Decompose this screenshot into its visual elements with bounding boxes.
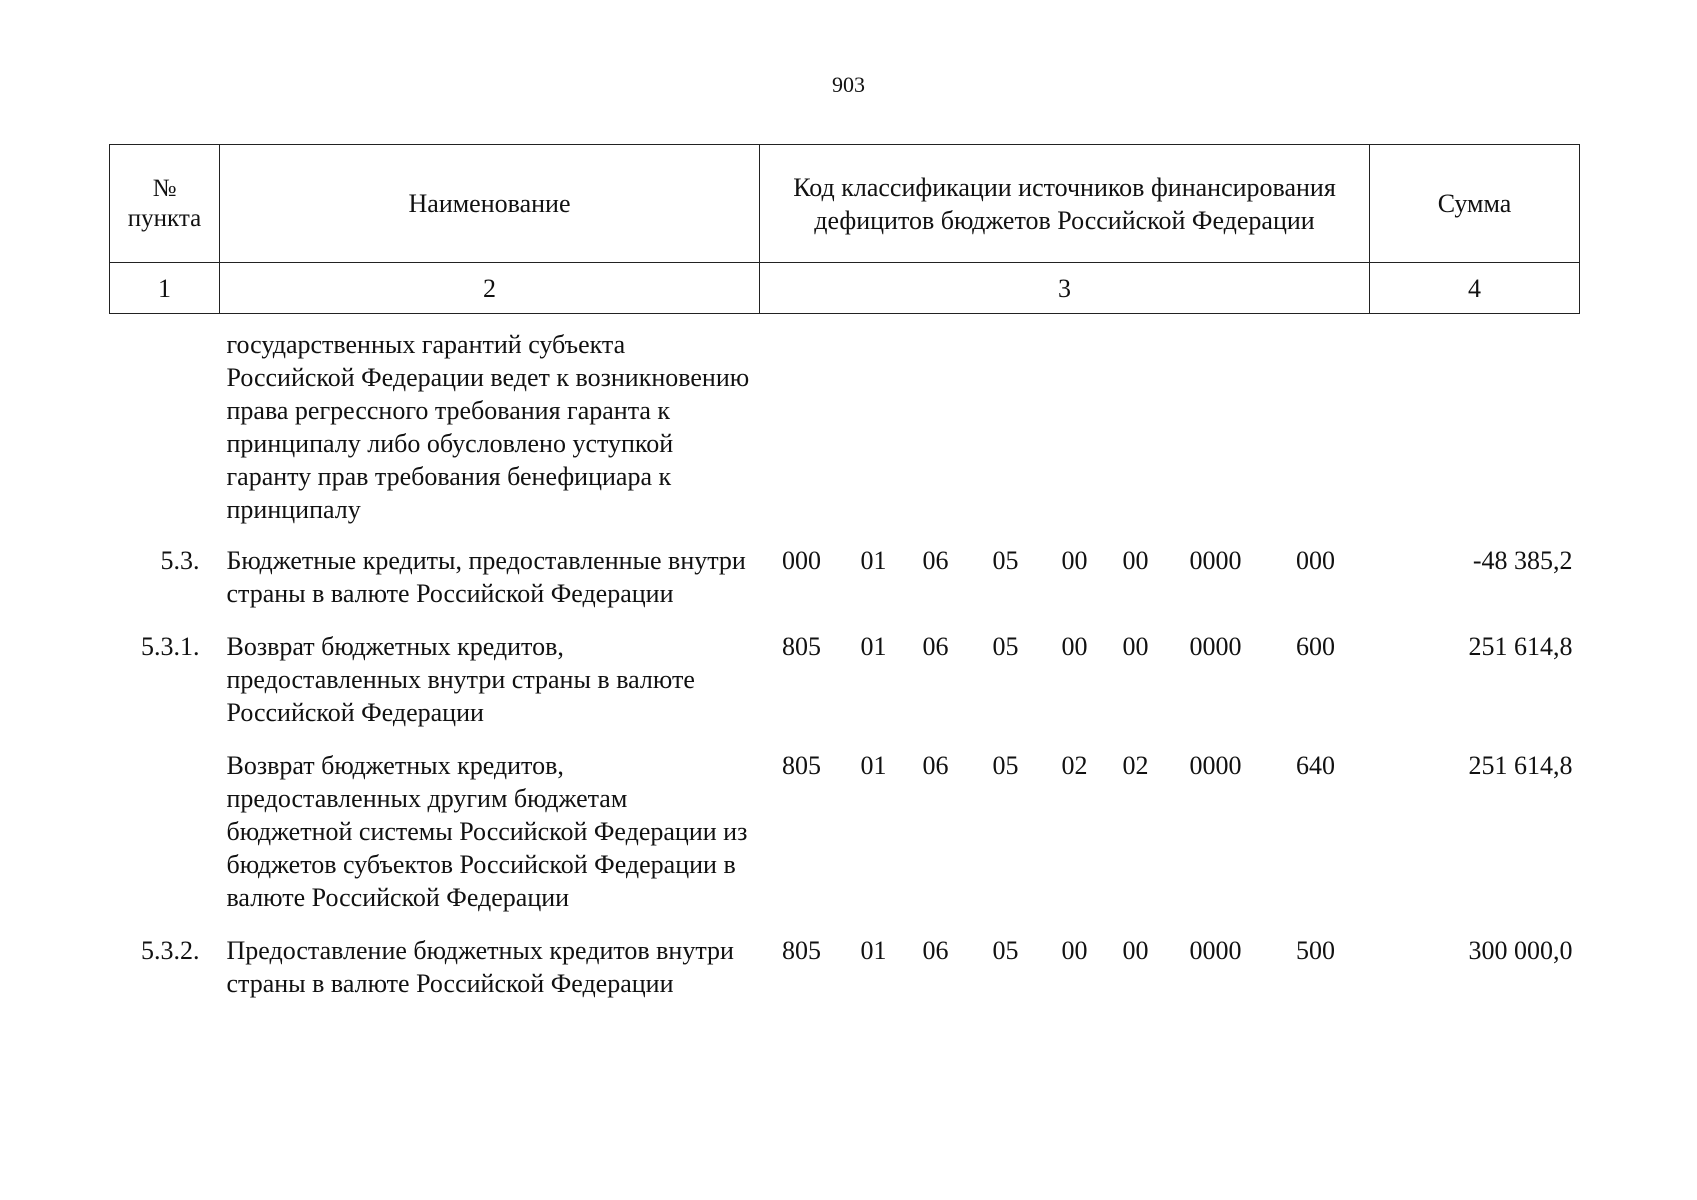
row-name: Возврат бюджетных кредитов, предоставленных внутри страны в валюте Российской Федерации: [226, 632, 695, 727]
code-kosgu: 640: [1296, 751, 1335, 780]
row-code: [760, 934, 1370, 1020]
code-subgroup: 06: [922, 936, 949, 965]
code-subarticle: 00: [1061, 632, 1088, 661]
table-row: [110, 314, 1580, 545]
code-element: 00: [1122, 936, 1149, 965]
row-number: 5.3.: [160, 546, 200, 575]
code-admin: 805: [782, 632, 821, 661]
code-group: 01: [860, 546, 887, 575]
header-row: [110, 145, 1580, 263]
code-program: 0000: [1189, 936, 1242, 965]
code-subarticle: 00: [1061, 546, 1088, 575]
row-sum: 251 614,8: [1468, 751, 1573, 780]
table-row: [110, 749, 1580, 934]
code-subgroup: 06: [922, 546, 949, 575]
row-code: [760, 749, 1370, 934]
row-name: государственных гарантий субъекта Российской Федерации ведет к возникновению права регрессного требования гаранта к принципалу либо обусловлено уступкой гаранту прав требования бенефициара к принципалу: [226, 330, 750, 524]
budget-table-container: [109, 144, 1579, 1020]
table-row: [110, 934, 1580, 1020]
code-group: 01: [860, 632, 887, 661]
code-element: 00: [1122, 632, 1149, 661]
budget-sources-table: [109, 144, 1580, 1020]
header-name: Наименование: [220, 145, 760, 263]
code-element: 00: [1122, 546, 1149, 575]
code-admin: 000: [782, 546, 821, 575]
code-admin: 805: [782, 751, 821, 780]
code-program: 0000: [1189, 632, 1242, 661]
code-kosgu: 000: [1296, 546, 1335, 575]
row-name: Предоставление бюджетных кредитов внутри страны в валюте Российской Федерации: [226, 936, 734, 998]
code-subarticle: 02: [1061, 751, 1088, 780]
row-number: 5.3.2.: [141, 936, 200, 965]
table-body: [110, 314, 1580, 1021]
header-classification-code: Код классификации источников финансирования дефицитов бюджетов Российской Федерации: [760, 145, 1370, 263]
code-article: 05: [992, 936, 1019, 965]
code-kosgu: 500: [1296, 936, 1335, 965]
row-code: [760, 314, 1370, 545]
row-sum: -48 385,2: [1472, 546, 1573, 575]
code-article: 05: [992, 546, 1019, 575]
column-number-4: 4: [1370, 263, 1580, 314]
row-number: 5.3.1.: [141, 632, 200, 661]
code-article: 05: [992, 632, 1019, 661]
row-number: [110, 749, 220, 934]
column-number-1: 1: [110, 263, 220, 314]
code-element: 02: [1122, 751, 1149, 780]
row-sum: [1370, 314, 1580, 545]
row-code: [760, 630, 1370, 749]
table-row: [110, 544, 1580, 630]
code-program: 0000: [1189, 546, 1242, 575]
row-code: [760, 544, 1370, 630]
column-number-row: [110, 263, 1580, 314]
code-subarticle: 00: [1061, 936, 1088, 965]
code-admin: 805: [782, 936, 821, 965]
header-item-number: № пункта: [110, 145, 220, 263]
row-name: Бюджетные кредиты, предоставленные внутри страны в валюте Российской Федерации: [226, 546, 746, 608]
code-subgroup: 06: [922, 632, 949, 661]
code-group: 01: [860, 936, 887, 965]
row-sum: 251 614,8: [1468, 632, 1573, 661]
row-number: [110, 314, 220, 545]
code-program: 0000: [1189, 751, 1242, 780]
column-number-3: 3: [760, 263, 1370, 314]
code-article: 05: [992, 751, 1019, 780]
table-row: [110, 630, 1580, 749]
row-name: Возврат бюджетных кредитов, предоставленных другим бюджетам бюджетной системы Российской Федерации из бюджетов субъектов Российской Федерации в валюте Российской Федерации: [226, 751, 748, 912]
code-subgroup: 06: [922, 751, 949, 780]
page-number: 903: [832, 72, 865, 97]
code-kosgu: 600: [1296, 632, 1335, 661]
row-sum: 300 000,0: [1468, 936, 1573, 965]
code-group: 01: [860, 751, 887, 780]
column-number-2: 2: [220, 263, 760, 314]
header-sum: Сумма: [1370, 145, 1580, 263]
table-header: [110, 145, 1580, 314]
